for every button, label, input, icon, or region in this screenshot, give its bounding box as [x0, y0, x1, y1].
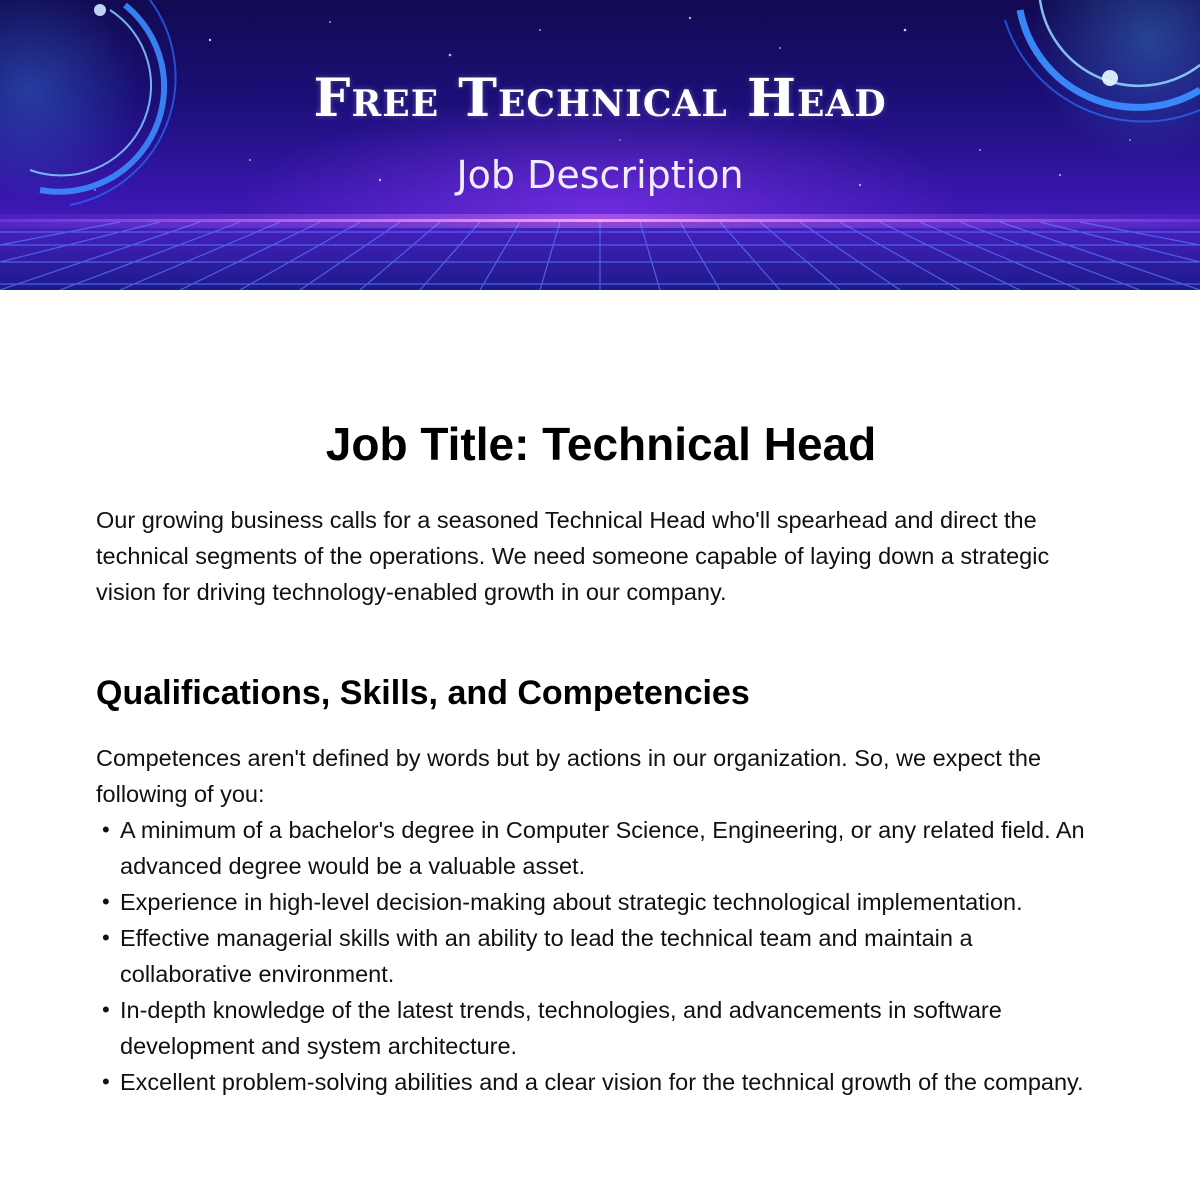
qualifications-list	[96, 812, 1090, 1100]
list-item	[102, 812, 1090, 884]
qualifications-intro: Competences aren't defined by words but by actions in our organization. So, we expect the following of you:	[96, 745, 1042, 807]
bullet-icon: •	[102, 889, 110, 914]
qualifications-heading: Qualifications, Skills, and Competencies	[96, 674, 750, 712]
list-item	[102, 992, 1090, 1064]
list-item	[102, 920, 1090, 992]
list-item-text: Experience in high-level decision-making about strategic technological implementation.	[120, 889, 1023, 915]
bullet-icon: •	[102, 817, 110, 842]
banner-background-art	[0, 0, 1200, 290]
list-item	[102, 1064, 1090, 1100]
banner-title: Free Technical Head	[313, 68, 887, 129]
header-banner	[0, 0, 1200, 290]
list-item	[102, 884, 1090, 920]
list-item-text: In-depth knowledge of the latest trends, technologies, and advancements in software development and system architecture.	[120, 997, 1002, 1059]
bullet-icon: •	[102, 997, 110, 1022]
document-body	[96, 412, 1106, 1100]
bullet-icon: •	[102, 925, 110, 950]
list-item-text: Excellent problem-solving abilities and a clear vision for the technical growth of the company.	[120, 1069, 1084, 1095]
list-item-text: A minimum of a bachelor's degree in Computer Science, Engineering, or any related field. An advanced degree would be a valuable asset.	[120, 817, 1085, 879]
banner-subtitle: Job Description	[456, 153, 744, 197]
intro-paragraph: Our growing business calls for a seasoned Technical Head who'll spearhead and direct the technical segments of the operations. We need someone capable of laying down a strategic vision for driving technology-enabled growth in our company.	[96, 507, 1050, 605]
bullet-icon: •	[102, 1069, 110, 1094]
list-item-text: Effective managerial skills with an ability to lead the technical team and maintain a collaborative environment.	[120, 925, 973, 987]
job-title-heading: Job Title: Technical Head	[325, 418, 877, 470]
horizon-line	[0, 219, 1200, 222]
